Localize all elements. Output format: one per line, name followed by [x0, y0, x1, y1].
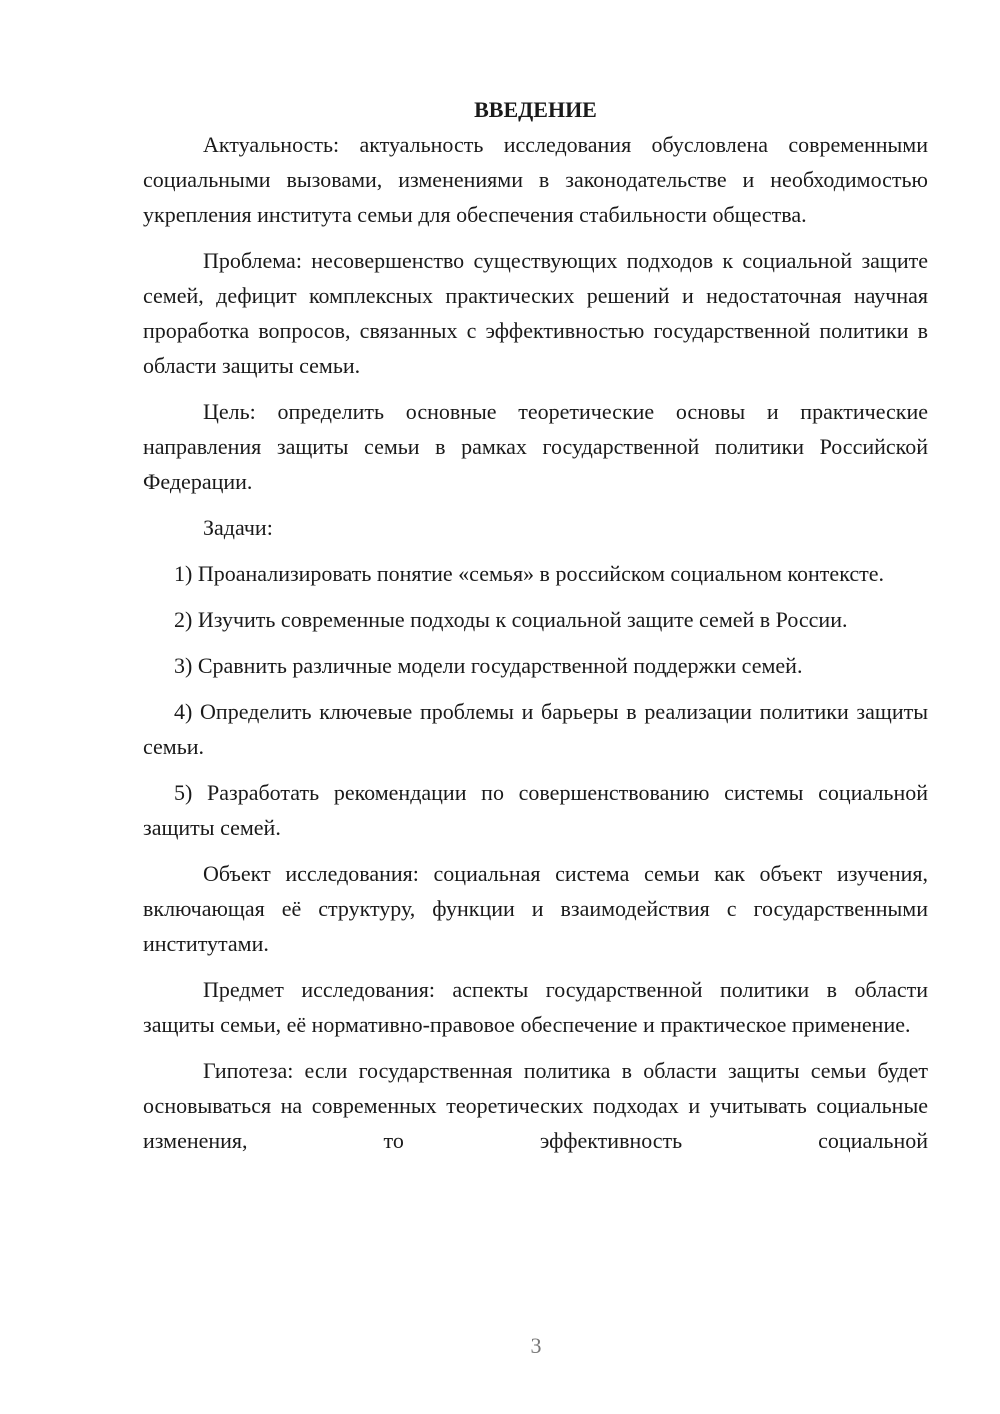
- paragraph-object: Объект исследования: социальная система семьи как объект изучения, включающая её структуру, функции и взаимодействия с государственными институтами.: [143, 861, 928, 956]
- paragraph-subject: Предмет исследования: аспекты государственной политики в области защиты семьи, её нормативно-правовое обеспечение и практическое применение.: [143, 977, 928, 1037]
- paragraph-hypothesis: Гипотеза: если государственная политика в области защиты семьи будет основываться на современных теоретических подходах и учитывать социальные изменения, то эффективность социальной: [143, 1058, 928, 1153]
- paragraph-problem: Проблема: несовершенство существующих подходов к социальной защите семей, дефицит комплексных практических решений и недостаточная научная проработка вопросов, связанных с эффективностью государственной политики в области защиты семьи.: [143, 248, 928, 378]
- task-item-3: 3) Сравнить различные модели государственной поддержки семей.: [174, 653, 803, 678]
- page-content: [143, 92, 928, 1169]
- task-item-2: 2) Изучить современные подходы к социальной защите семей в России.: [174, 607, 848, 632]
- section-title: ВВЕДЕНИЕ: [474, 97, 597, 122]
- task-item-4: 4) Определить ключевые проблемы и барьеры в реализации политики защиты семьи.: [143, 699, 928, 759]
- task-item-1: 1) Проанализировать понятие «семья» в российском социальном контексте.: [174, 561, 884, 586]
- task-item-5: 5) Разработать рекомендации по совершенствованию системы социальной защиты семей.: [143, 780, 928, 840]
- page-number: 3: [530, 1333, 542, 1358]
- paragraph-goal: Цель: определить основные теоретические основы и практические направления защиты семьи в рамках государственной политики Российской Федерации.: [143, 399, 928, 494]
- paragraph-tasks-heading: Задачи:: [203, 515, 273, 540]
- paragraph-relevance: Актуальность: актуальность исследования обусловлена современными социальными вызовами, изменениями в законодательстве и необходимостью укрепления института семьи для обеспечения стабильности общества.: [143, 132, 928, 227]
